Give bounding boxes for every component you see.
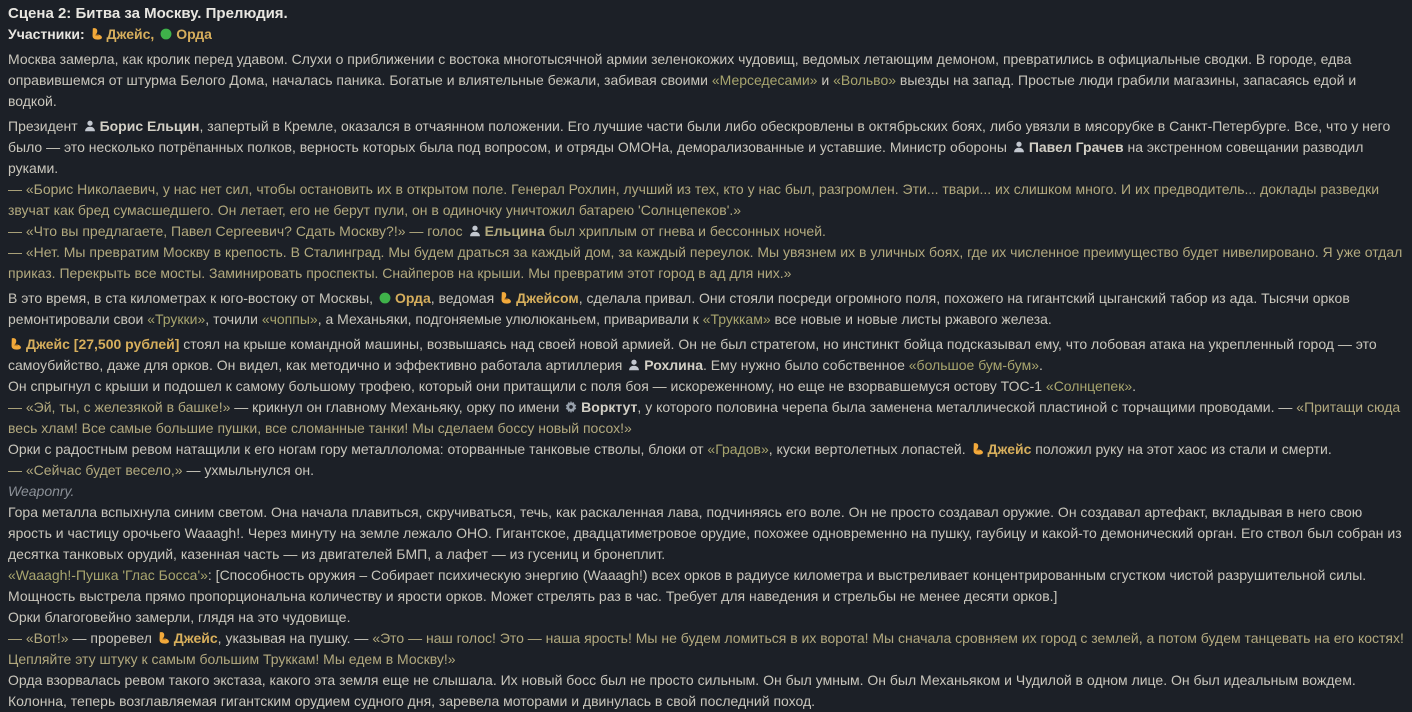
text-segment: «большое бум-бум» <box>908 357 1040 373</box>
text-segment: Орда <box>394 290 431 306</box>
text-segment: «Это — наш голос! Это — наша ярость! Мы не будем ломиться в их ворота! Мы сначала сровняем их город с землей, а потом будем танцевать на его костях! Цепляйте эту штуку к самым большим Труккам! Мы едем в Москву!» <box>8 630 1404 667</box>
text-segment: стоял на крыше командной машины, возвышаясь над своей новой армией. Он не был стратегом, но инстинкт бойца подсказывал ему, что лобовая атака на укрепленный город — это самоубийство, даже для орков. Он видел, как методично и эффективно работала артиллерия <box>8 336 1377 373</box>
text-segment: Ельцина <box>484 223 545 239</box>
text-segment: Weaponry. <box>8 483 75 499</box>
bust-icon <box>468 224 482 238</box>
text-segment: «Градов» <box>707 441 769 457</box>
narrative-line <box>8 334 1404 376</box>
participants-line <box>8 24 1404 45</box>
text-segment: , точили <box>205 311 262 327</box>
narrative-line <box>8 565 1404 607</box>
text-segment: Участники: <box>8 26 89 42</box>
text-segment: Сцена 2: Битва за Москву. Прелюдия. <box>8 5 288 22</box>
text-segment: положил руку на этот хаос из стали и смерти. <box>1031 441 1332 457</box>
narrative-line <box>8 628 1404 670</box>
text-segment: Президент <box>8 118 82 134</box>
text-segment: Павел Грачев <box>1028 139 1124 155</box>
narrative-line <box>8 397 1404 439</box>
text-segment: . <box>1039 357 1043 373</box>
text-segment: , у которого половина черепа была заменена металлической пластиной с торчащими проводами. — <box>637 399 1297 415</box>
text-segment: Орки благоговейно замерли, глядя на это чудовище. <box>8 609 351 625</box>
text-segment: Джейс, <box>106 26 155 42</box>
text-segment: Орки с радостным ревом натащили к его ногам гору металлолома: оторванные танковые стволы, блоки от <box>8 441 708 457</box>
text-segment: , ведомая <box>430 290 499 306</box>
paragraph-moscow-panic <box>8 49 1404 112</box>
narrative-line <box>8 481 1404 502</box>
text-segment: «Вольво» <box>833 72 897 88</box>
text-segment: «Трукки» <box>147 311 206 327</box>
text-segment: [27,500 рублей] <box>73 336 180 352</box>
text-segment: , сделала привал. Они стояли посреди огромного поля, похожего на гигантский цыганский табор из ада. Тысячи орков ремонтировали свои <box>8 290 1350 327</box>
text-segment: Джейсом <box>516 290 579 306</box>
muscle-icon <box>971 442 985 456</box>
paragraph-jace-weapon <box>8 334 1404 712</box>
narrative-line <box>8 49 1404 112</box>
text-segment: — крикнул он главному Механьяку, орку по имени <box>230 399 564 415</box>
text-segment: — «Сейчас будет весело,» <box>8 462 183 478</box>
text-segment: «Мерседесами» <box>711 72 818 88</box>
narrative-line <box>8 607 1404 628</box>
text-segment: : [Способность оружия – Собирает психическую энергию (Waaagh!) всех орков в радиусе километра и выстреливает концентрированным сгустком чистой разрушительной силы. Мощность выстрела прямо пропорциональна количеству и ярости орков. Может стрелять раз в час. Требует для наведения и стрельбы не менее десяти орков.] <box>8 567 1367 604</box>
text-segment: — проревел <box>68 630 156 646</box>
text-segment: Гора металла вспыхнула синим светом. Она начала плавиться, скручиваться, течь, как раскаленная лава, подчиняясь его воле. Он не просто создавал оружие. Он создавал артефакт, вкладывая в него свою ярость и частицу орочьего Waaagh!. Через минуту на земле лежало ОНО. Гигантское, двадцатиметровое орудие, похожее одновременно на пушку, гаубицу и какой-то демонический орган. Его ствол был собран из десятка танковых орудий, казенная часть — из двигателей БМП, а лафет — из гусениц и бронеплит. <box>8 504 1402 562</box>
narrative-line <box>8 288 1404 330</box>
text-segment: , а Механьяки, подгоняемые улюлюканьем, приваривали к <box>317 311 703 327</box>
bust-icon <box>1012 140 1026 154</box>
text-segment: «Солнцепек» <box>1045 378 1133 394</box>
muscle-icon <box>157 631 171 645</box>
text-segment: Орда взорвалась ревом такого экстаза, какого эта земля еще не слышала. Их новый босс был не просто сильным. Он был умным. Он был Механьяком и Чудилой в одном лице. Он был идеальным вождем. Колонна, теперь возглавляемая гигантским орудием судного дня, заревела моторами и двинулась в свой последний поход. <box>8 672 1356 709</box>
gear-icon <box>564 400 578 414</box>
text-segment: был хриплым от гнева и бессонных ночей. <box>544 223 826 239</box>
narrative-line <box>8 3 1404 24</box>
text-segment: Джейс <box>173 630 218 646</box>
muscle-icon <box>9 337 23 351</box>
narrative-line <box>8 670 1404 712</box>
text-segment: Ворктут <box>581 399 638 415</box>
narrative-line <box>8 242 1404 284</box>
text-segment: В это время, в ста километрах к юго-востоку от Москвы, <box>8 290 377 306</box>
text-segment: Он спрыгнул с крыши и подошел к самому большому трофею, который они притащили с поля боя — искореженному, но еще не взорвавшемуся остову ТОС-1 <box>8 378 1046 394</box>
green-circle-icon <box>378 291 392 305</box>
muscle-icon <box>499 291 513 305</box>
text-segment: , куски вертолетных лопастей. <box>768 441 970 457</box>
text-segment: , запертый в Кремле, оказался в отчаянном положении. Его лучшие части были либо обескровлены в октябрьских боях, либо увязли в мясорубке в Санкт-Петербурге. Все, что у него было — это несколько потрёпанных полков, верность которых была под вопросом, и отряды ОМОНа, деморализованные и уставшие. Министр обороны <box>8 118 1391 155</box>
bust-icon <box>83 119 97 133</box>
paragraph-kremlin <box>8 116 1404 284</box>
narrative-line <box>8 439 1404 460</box>
text-segment: , указывая на пушку. — <box>217 630 373 646</box>
text-segment: выезды на запад. Простые люди грабили магазины, запасаясь едой и водкой. <box>8 72 1357 109</box>
text-segment: — «Вот!» <box>8 630 69 646</box>
text-segment: «Труккам» <box>702 311 771 327</box>
text-segment: Борис Ельцин <box>99 118 200 134</box>
text-segment: Москва замерла, как кролик перед удавом. Слухи о приближении с востока многотысячной армии зеленокожих чудовищ, ведомых летающим демоном, превратились в официальные сводки. В городе, едва оправившемся от штурма Белого Дома, началась паника. Богатые и влиятельные бежали, забивая своими <box>8 51 1352 88</box>
scene-title <box>8 3 1404 24</box>
paragraph-horde-camp <box>8 288 1404 330</box>
text-segment: . <box>1132 378 1136 394</box>
narrative-line <box>8 221 1404 242</box>
text-segment: Рохлина <box>644 357 704 373</box>
narrative-line <box>8 24 1404 45</box>
text-segment: — «Что вы предлагаете, Павел Сергеевич? Сдать Москву?!» — голос <box>8 223 467 239</box>
text-segment: на экстренном совещании разводил руками. <box>8 139 1364 176</box>
text-segment: — «Нет. Мы превратим Москву в крепость. В Сталинград. Мы будем драться за каждый дом, за каждый переулок. Мы увязнем их в уличных боях, где их численное преимущество будет нивелировано. Я уже отдал приказ. Перекрыть все мосты. Заминировать проспекты. Снайперов на крыши. Мы превратим этот город в ад для них.» <box>8 244 1403 281</box>
text-segment: Джейс <box>987 441 1032 457</box>
green-circle-icon <box>159 27 173 41</box>
text-segment: Орда <box>176 26 212 42</box>
text-segment: «Притащи сюда весь хлам! Все самые большие пушки, все сломанные танки! Мы сделаем боссу новый посох!» <box>8 399 1401 436</box>
narrative-line <box>8 460 1404 481</box>
muscle-icon <box>90 27 104 41</box>
text-segment: — «Борис Николаевич, у нас нет сил, чтобы остановить их в открытом поле. Генерал Рохлин, лучший из тех, кто у нас был, разгромлен. Эти... твари... их слишком много. И их предводитель... доклады разведки звучат как бред сумасшедшего. Он летает, его не берут пули, он в одиночку уничтожил батарею 'Солнцепеков'.» <box>8 181 1380 218</box>
narrative-line <box>8 376 1404 397</box>
text-segment: «Waaagh!-Пушка 'Глас Босса'» <box>8 567 208 583</box>
narrative-line <box>8 116 1404 179</box>
bust-icon <box>627 358 641 372</box>
text-segment: . Ему нужно было собственное <box>703 357 909 373</box>
scene-narrative-log <box>8 3 1404 712</box>
text-segment: все новые и новые листы ржавого железа. <box>770 311 1052 327</box>
narrative-line <box>8 179 1404 221</box>
narrative-line <box>8 502 1404 565</box>
text-segment: — ухмыльнулся он. <box>182 462 314 478</box>
text-segment <box>154 26 158 42</box>
text-segment: «чоппы» <box>261 311 318 327</box>
text-segment: и <box>817 72 834 88</box>
text-segment: — «Эй, ты, с железякой в башке!» <box>8 399 231 415</box>
text-segment: Джейс <box>26 336 70 352</box>
